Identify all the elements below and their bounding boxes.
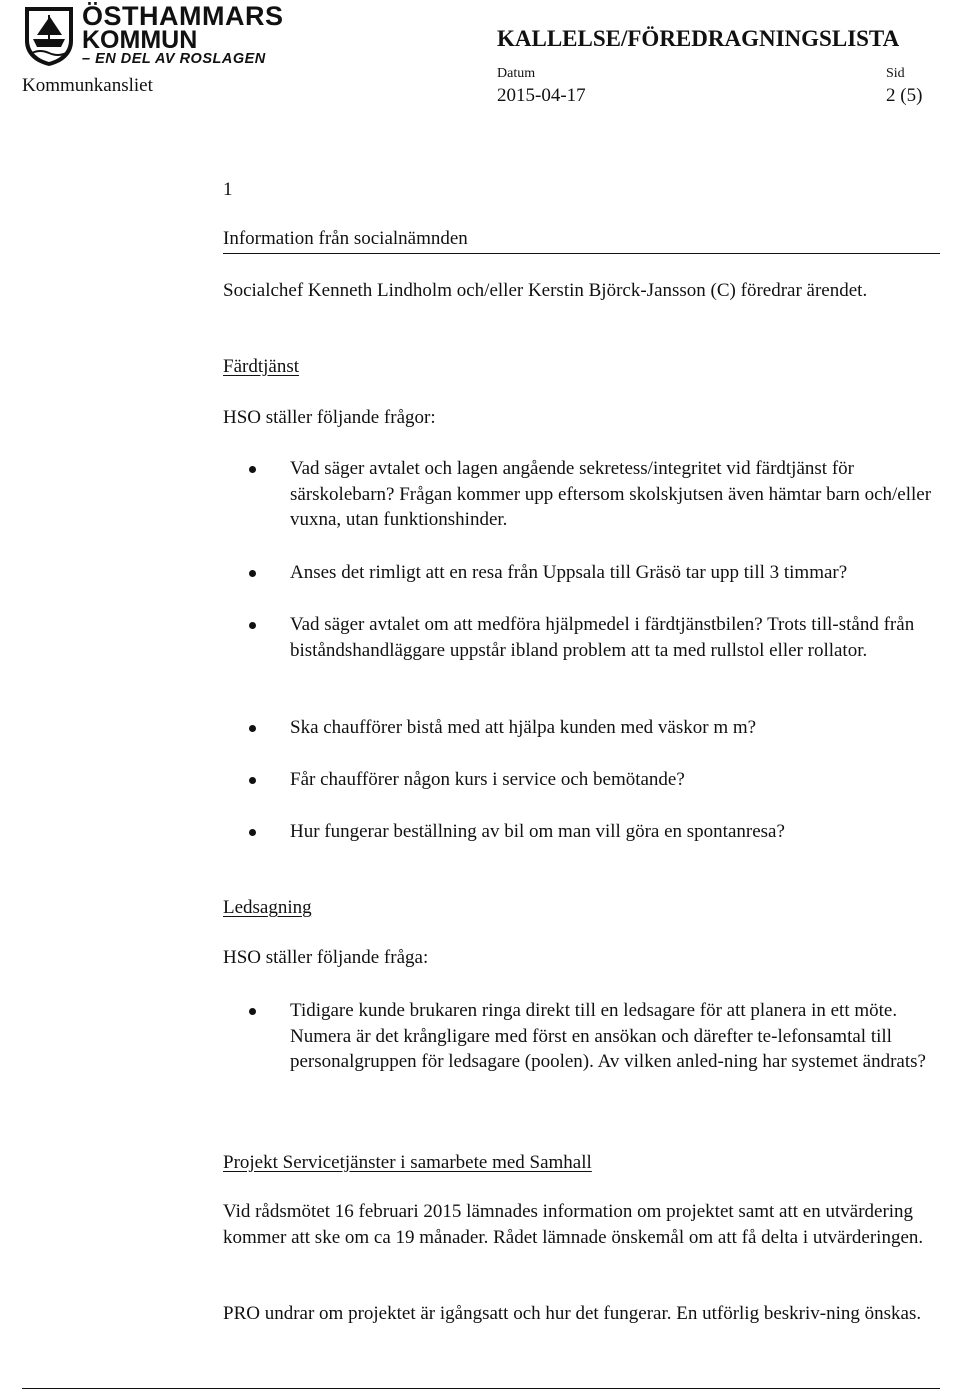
bullet-icon (249, 725, 256, 732)
bullet-icon (249, 1008, 256, 1015)
logo-text-line3: – EN DEL AV ROSLAGEN (82, 51, 266, 67)
projekt-heading: Projekt Servicetjänster i samarbete med Samhall (223, 1152, 592, 1173)
date-label: Datum (497, 66, 536, 81)
list-item (249, 456, 940, 533)
bullet-icon (249, 829, 256, 836)
list-item-text: Vad säger avtalet om att medföra hjälpmedel i färdtjänstbilen? Trots till-stånd från biståndshandläggare uppstår ibland problem att ta med rullstol eller rollator. (290, 614, 915, 661)
projekt-paragraph-1: Vid rådsmötet 16 februari 2015 lämnades information om projektet samt att en utvärdering kommer att ske om ca 19 månader. Rådet lämnade önskemål om att få delta i utvärderingen. (223, 1201, 924, 1248)
logo-text-line1: ÖSTHAMMARS (82, 1, 284, 31)
list-item (249, 560, 940, 586)
list-item-text: Ska chaufförer bistå med att hjälpa kunden med väskor m m? (290, 717, 757, 738)
municipality-logo (22, 1, 284, 69)
page-label: Sid (886, 66, 905, 81)
list-item-text: Hur fungerar beställning av bil om man vill göra en spontanresa? (290, 821, 785, 842)
footer-divider (22, 1388, 940, 1389)
ledsagning-question-intro: HSO ställer följande fråga: (223, 947, 429, 968)
list-item-text: Får chaufförer någon kurs i service och bemötande? (290, 769, 685, 790)
list-item (249, 767, 940, 793)
list-item-text: Vad säger avtalet och lagen angående sekretess/integritet vid färdtjänst för särskolebarn? Frågan kommer upp eftersom skolskjutsen även hämtar barn och/eller vuxna, utan funktionshinder. (290, 458, 932, 530)
coat-of-arms-icon (22, 3, 76, 67)
bullet-icon (249, 466, 256, 473)
bullet-icon (249, 777, 256, 784)
list-item (249, 819, 940, 845)
section-number: 1 (223, 179, 233, 200)
page-number: 2 (5) (886, 85, 923, 106)
ledsagning-heading: Ledsagning (223, 897, 312, 918)
list-item-text: Tidigare kunde brukaren ringa direkt till en ledsagare för att planera in ett möte. Numera är det krångligare med först en ansökan och därefter te-lefonsamtal till personalgruppen för ledsagare (poolen). Av vilken anled-ning har systemet ändrats? (290, 1000, 926, 1072)
bullet-icon (249, 570, 256, 577)
section-intro: Socialchef Kenneth Lindholm och/eller Kerstin Björck-Jansson (C) föredrar ärendet. (223, 280, 868, 301)
document-date: 2015-04-17 (497, 85, 586, 106)
department-name: Kommunkansliet (22, 75, 153, 96)
projekt-paragraph-2: PRO undrar om projektet är igångsatt och hur det fungerar. En utförlig beskriv-ning önskas. (223, 1303, 922, 1324)
bullet-icon (249, 622, 256, 629)
fardtjanst-heading: Färdtjänst (223, 356, 299, 377)
list-item (249, 998, 940, 1075)
list-item (249, 715, 940, 741)
section-title: Information från socialnämnden (223, 226, 940, 254)
list-item (249, 612, 940, 663)
logo-text-line2: KOMMUN (82, 26, 198, 54)
list-item-text: Anses det rimligt att en resa från Uppsala till Gräsö tar upp till 3 timmar? (290, 562, 848, 583)
document-type-title: KALLELSE/FÖREDRAGNINGSLISTA (497, 26, 900, 51)
fardtjanst-question-intro: HSO ställer följande frågor: (223, 407, 436, 428)
